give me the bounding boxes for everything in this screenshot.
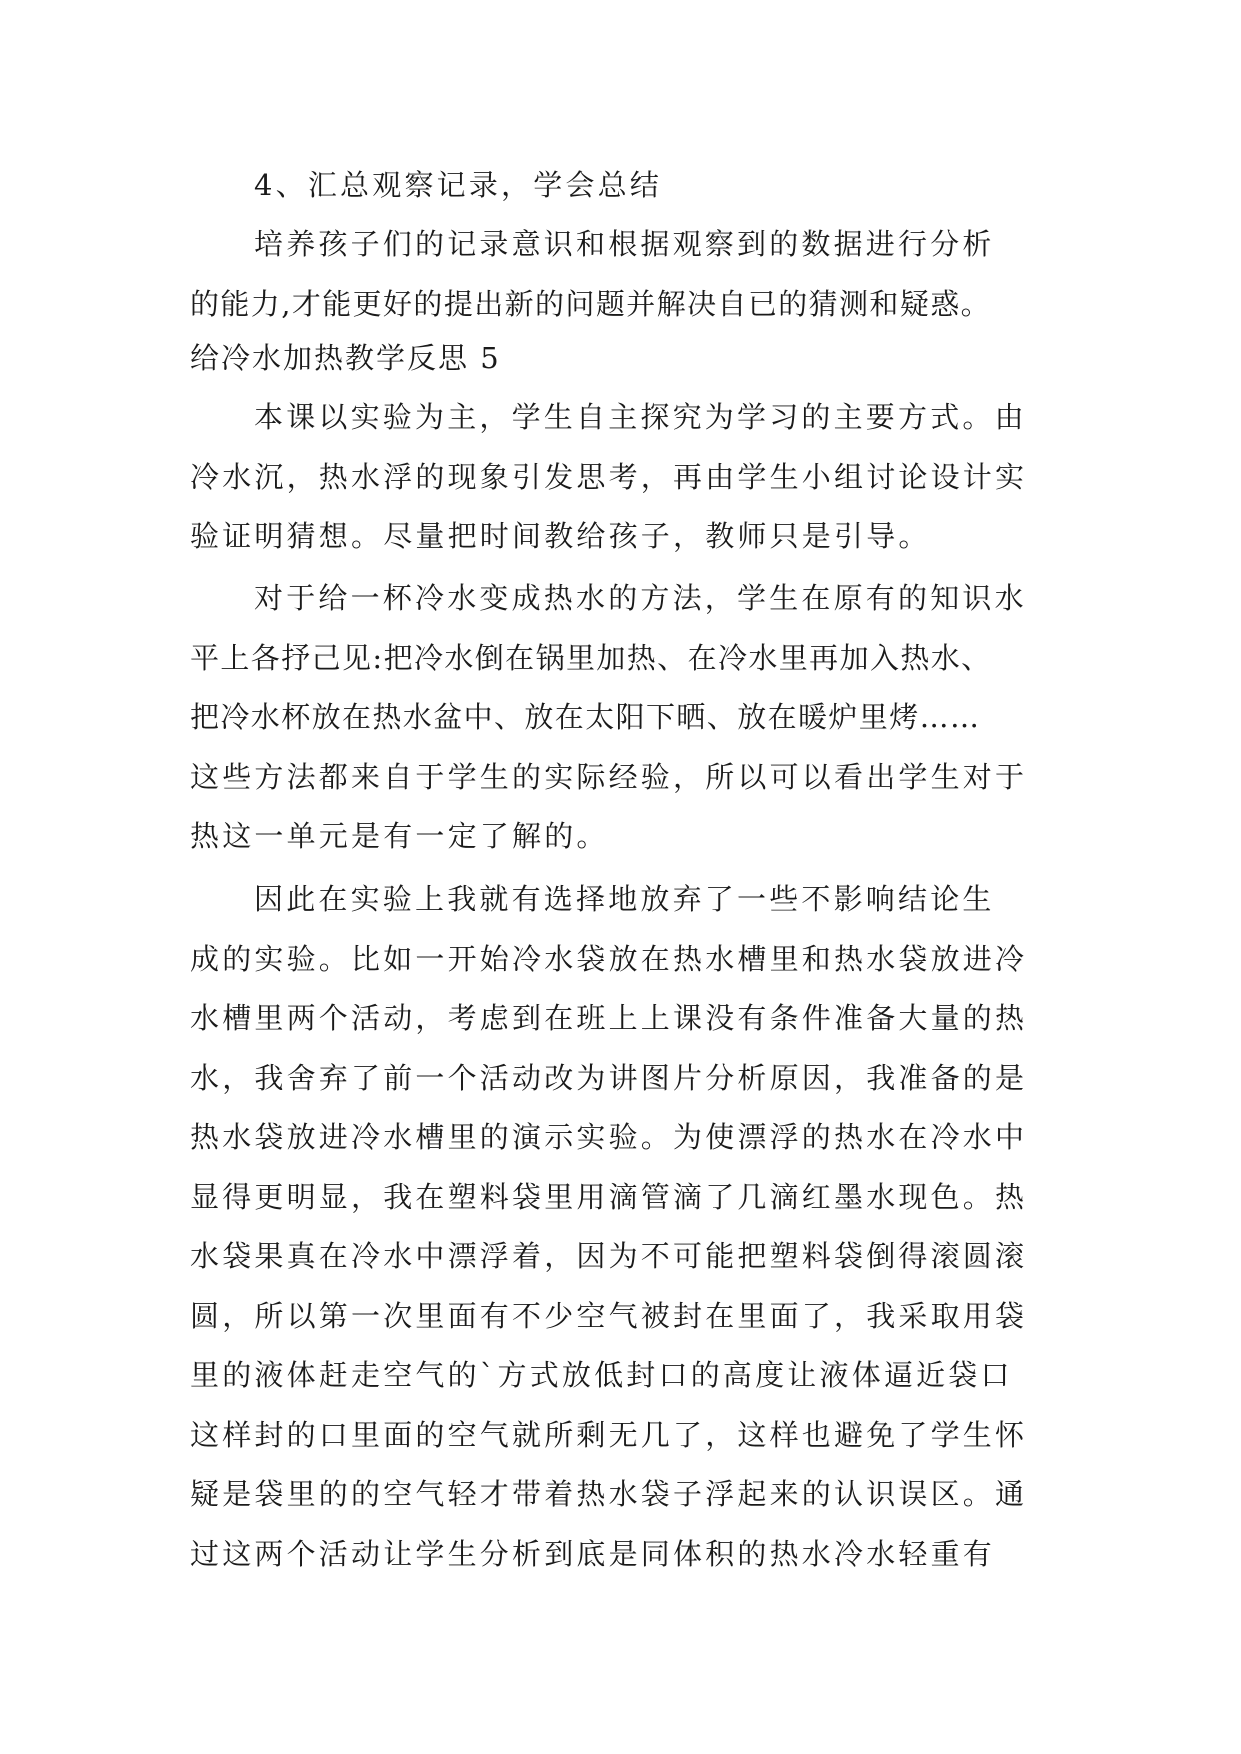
paragraph-line: 验证明猜想。尽量把时间教给孩子，教师只是引导。 (190, 519, 931, 553)
paragraph-line: 水，我舍弃了前一个活动改为讲图片分析原因，我准备的是 (190, 1061, 1028, 1095)
paragraph-line: 里的液体赶走空气的`方式放低封口的高度让液体逼近袋口 (190, 1358, 1013, 1392)
paragraph-line: 水槽里两个活动，考虑到在班上上课没有条件准备大量的热 (190, 1001, 1028, 1035)
paragraph-line: 这样封的口里面的空气就所剩无几了，这样也避免了学生怀 (190, 1418, 1028, 1452)
paragraph-line: 疑是袋里的的空气轻才带着热水袋子浮起来的认识误区。通 (190, 1477, 1028, 1511)
paragraph-line: 热这一单元是有一定了解的。 (190, 819, 609, 853)
paragraph-line: 对于给一杯冷水变成热水的方法，学生在原有的知识水 (254, 581, 1027, 615)
paragraph-line: 因此在实验上我就有选择地放弃了一些不影响结论生 (254, 882, 995, 916)
paragraph-line: 的能力,才能更好的提出新的问题并解决自已的猜测和疑惑。 (190, 287, 992, 321)
paragraph-line: 冷水沉，热水浮的现象引发思考，再由学生小组讨论设计实 (190, 460, 1028, 494)
paragraph-line: 成的实验。比如一开始冷水袋放在热水槽里和热水袋放进冷 (190, 942, 1028, 976)
paragraph-line: 过这两个活动让学生分析到底是同体积的热水冷水轻重有 (190, 1537, 996, 1571)
paragraph-line: 这些方法都来自于学生的实际经验，所以可以看出学生对于 (190, 760, 1028, 794)
paragraph-line: 本课以实验为主，学生自主探究为学习的主要方式。由 (254, 400, 1027, 434)
numbered-heading-4: 4、汇总观察记录，学会总结 (254, 168, 663, 202)
paragraph-line: 热水袋放进冷水槽里的演示实验。为使漂浮的热水在冷水中 (190, 1120, 1028, 1154)
paragraph-line: 显得更明显，我在塑料袋里用滴管滴了几滴红墨水现色。热 (190, 1180, 1028, 1214)
paragraph-line: 平上各抒己见:把冷水倒在锅里加热、在冷水里再加入热水、 (190, 641, 992, 675)
section-title: 给冷水加热教学反思 5 (190, 341, 501, 375)
paragraph-line: 把冷水杯放在热水盆中、放在太阳下晒、放在暖炉里烤…… (190, 700, 981, 734)
paragraph-line: 圆，所以第一次里面有不少空气被封在里面了，我采取用袋 (190, 1299, 1028, 1333)
paragraph-line: 水袋果真在冷水中漂浮着，因为不可能把塑料袋倒得滚圆滚 (190, 1239, 1028, 1273)
paragraph-line: 培养孩子们的记录意识和根据观察到的数据进行分析 (254, 227, 995, 261)
